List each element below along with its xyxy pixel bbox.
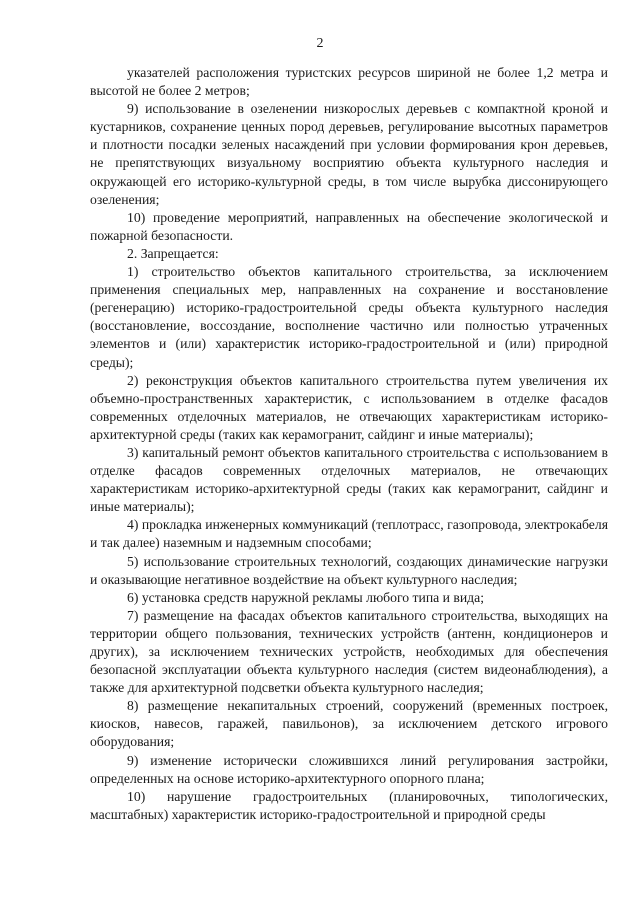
paragraph-prohibited-4: 4) прокладка инженерных коммуникаций (теплотрасс, газопровода, электрокабеля и так далее) наземным и надземным способами; [90,517,609,551]
page-number: 2 [316,36,324,51]
paragraph-section-2-heading: 2. Запрещается: [127,245,219,261]
paragraph-prohibited-7: 7) размещение на фасадах объектов капитального строительства, выходящих на территории общего пользования, технических устройств (антенн, кондиционеров и других), за исключением технических устройств, необходимых для обеспечения безопасной эксплуатации объекта культурного наследия (систем видеонаблюдения), а также для архитектурной подсветки объекта культурного наследия; [90,607,608,696]
paragraph-prohibited-3: 3) капитальный ремонт объектов капитального строительства с использованием в отделке фасадов современных отделочных материалов, не отвечающих характеристикам историко-архитектурной среды (таких как керамогранит, сайдинг и иные материалы); [90,444,608,515]
paragraph-item-10: 10) проведение мероприятий, направленных на обеспечение экологической и пожарной безопасности. [90,209,608,243]
paragraph-prohibited-8: 8) размещение некапитальных строений, сооружений (временных построек, киосков, навесов, гаражей, павильонов), за исключением детского игрового оборудования; [90,698,608,750]
paragraph-prohibited-5: 5) использование строительных технологий, создающих динамические нагрузки и оказывающие негативное воздействие на объект культурного наследия; [90,553,608,587]
paragraph-item-9: 9) использование в озеленении низкорослых деревьев с компактной кроной и кустарников, сохранение ценных пород деревьев, регулирование высотных параметров и плотности посадки зеленых насаждений при условии формирования крон деревьев, не препятствующих визуальному восприятию объекта культурного наследия и окружающей его историко-культурной среды, в том числе вырубка диссонирующего озеленения; [90,101,608,207]
document-body [90,64,608,824]
paragraph-prohibited-10: 10) нарушение градостроительных (планировочных, типологических, масштабных) характеристик историко-градостроительной и природной среды [90,788,608,822]
paragraph-prohibited-1: 1) строительство объектов капитального строительства, за исключением применения специальных мер, направленных на сохранение и восстановление (регенерацию) историко-градостроительной среды объекта культурного наследия (восстановление, воссоздание, восполнение частично или полностью утраченных элементов и (или) характеристик историко-градостроительной и (или) природной среды); [90,264,608,370]
paragraph-continuation: указателей расположения туристских ресурсов шириной не более 1,2 метра и высотой не более 2 метров; [90,65,608,99]
paragraph-prohibited-6: 6) установка средств наружной рекламы любого типа и вида; [127,589,485,605]
paragraph-prohibited-9: 9) изменение исторически сложившихся линий регулирования застройки, определенных на основе историко-архитектурного опорного плана; [90,752,608,786]
paragraph-prohibited-2: 2) реконструкция объектов капитального строительства путем увеличения их объемно-пространственных характеристик, с использованием в отделке фасадов современных отделочных материалов, не отвечающих характеристикам историко-архитектурной среды (таких как керамогранит, сайдинг и иные материалы); [90,372,608,442]
